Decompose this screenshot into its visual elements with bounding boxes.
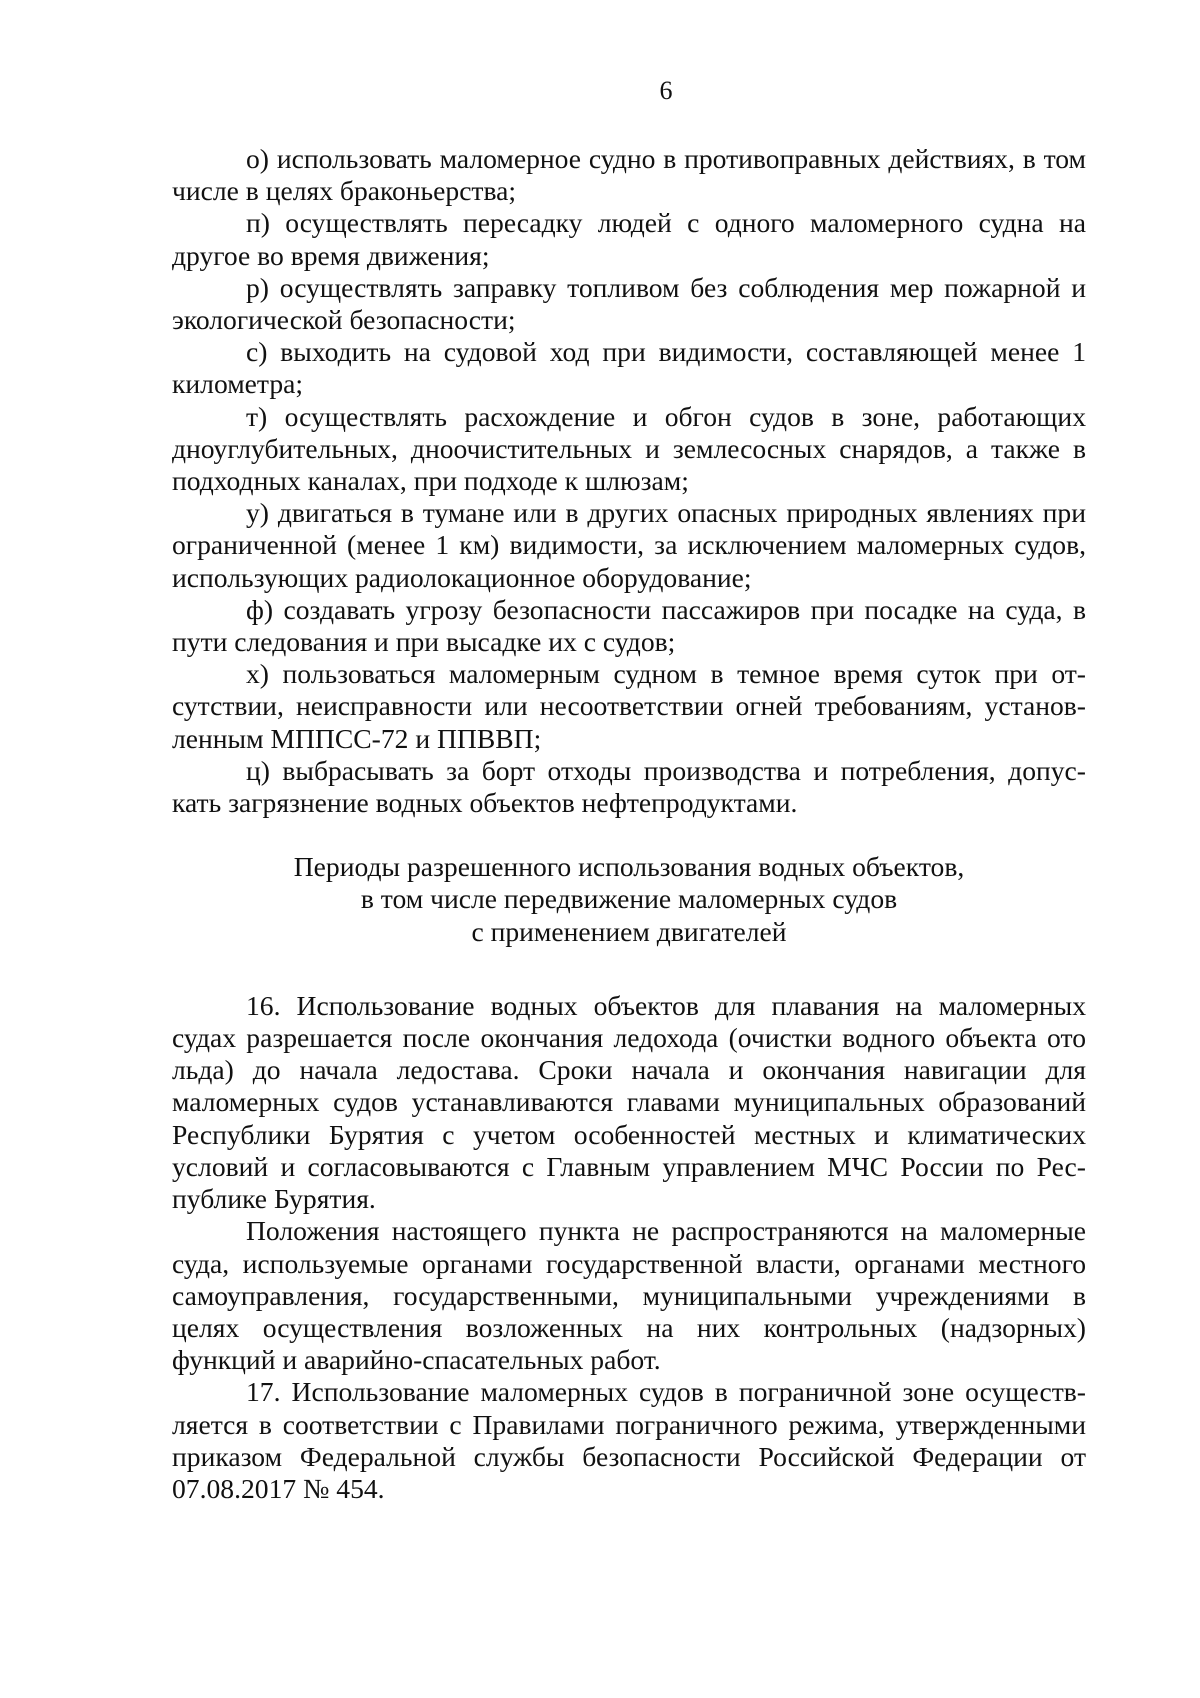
list-item-s: с) выходить на судовой ход при видимости, составляющей менее 1 километра; (172, 336, 1086, 400)
paragraph-16-exception: Положения настоящего пункта не распространяются на маломерные суда, используемые органами государственной власти, органами местного самоуправления, государственными, муниципальными учреждениями в целях осуществления возложенных на них контрольных (надзорных) функций и аварийно-спасательных работ. (172, 1215, 1086, 1376)
list-item-ts: ц) выбрасывать за борт отходы производства и потребления, допус-кать загрязнение водных объектов нефтепродуктами. (172, 754, 1086, 819)
list-item-r: р) осуществлять заправку топливом без соблюдения мер пожарной и экологической безопасности; (172, 271, 1086, 336)
list-item-u: у) двигаться в тумане или в других опасных природных явлениях при ограниченной (менее 1 км) видимости, за исключением маломерных судов, использующих радиолокационное оборудование; (172, 497, 1086, 593)
section-heading-line-3: с применением двигателей (471, 915, 787, 947)
section-heading-line-2: в том числе передвижение маломерных судов (360, 883, 898, 915)
list-item-o: о) использовать маломерное судно в противоправных действиях, в том числе в целях браконьерства; (172, 143, 1086, 207)
paragraph-17: 17. Использование маломерных судов в пограничной зоне осуществ-ляется в соответствии с Правилами пограничного режима, утвержденными приказом Федеральной службы безопасности Российской Федерации от 07.08.2017 № 454. (172, 1376, 1086, 1504)
list-item-f: ф) создавать угрозу безопасности пассажиров при посадке на суда, в пути следования и при высадке их с судов; (172, 593, 1086, 658)
page-number: 6 (659, 76, 673, 105)
paragraph-16: 16. Использование водных объектов для плавания на маломерных судах разрешается после окончания ледохода (очистки водного объекта ото льда) до начала ледостава. Сроки начала и окончания навигации для маломерных судов устанавливаются главами муниципальных образований Республики Бурятия с учетом особенностей местных и климатических условий и согласовываются с Главным управлением МЧС России по Рес-публике Бурятия. (172, 989, 1086, 1215)
list-item-p: п) осуществлять пересадку людей с одного маломерного судна на другое во время движения; (172, 207, 1086, 271)
section-heading (172, 851, 1086, 948)
list-item-t: т) осуществлять расхождение и обгон судов в зоне, работающих дноуглубительных, дноочистительных и землесосных снарядов, а также в подходных каналах, при подходе к шлюзам; (172, 400, 1086, 497)
document-body (172, 143, 1086, 1505)
list-item-kh: х) пользоваться маломерным судном в темное время суток при от-сутствии, неисправности или несоответствии огней требованиям, установ-ленным МППСС-72 и ППВВП; (172, 658, 1086, 754)
section-heading-line-1: Периоды разрешенного использования водных объектов, (293, 851, 965, 883)
